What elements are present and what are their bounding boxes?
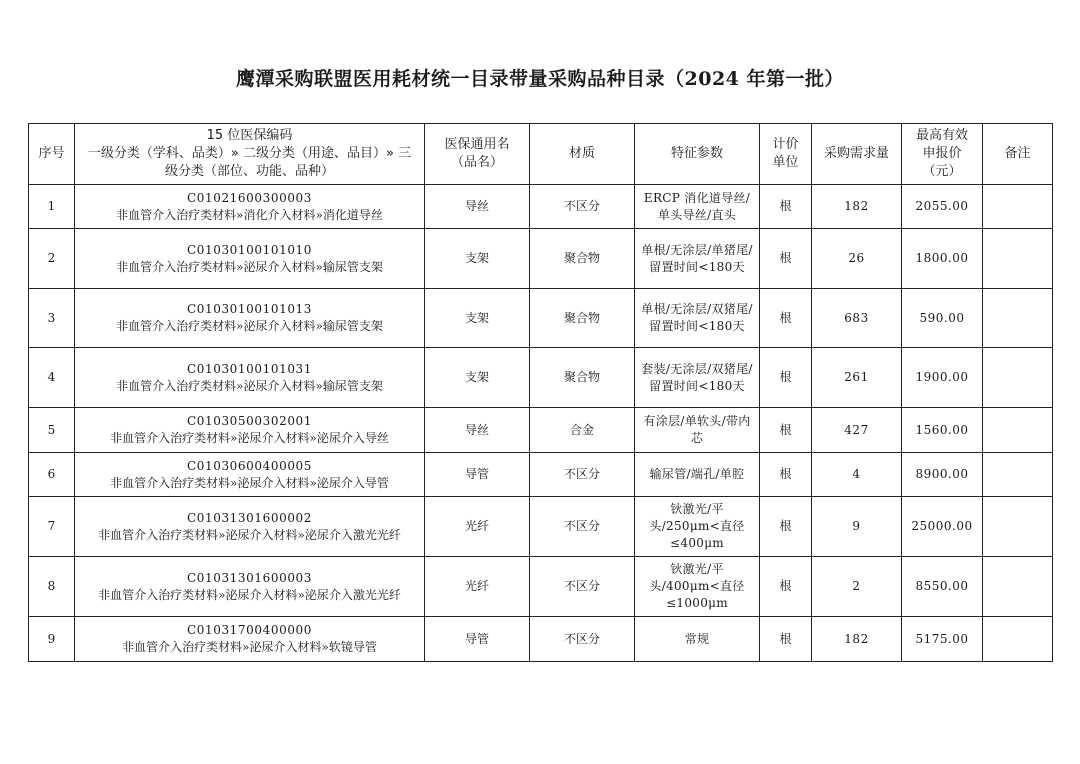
cell-max-price: 1560.00	[902, 408, 983, 453]
cell-unit: 根	[760, 497, 812, 557]
cell-demand: 427	[812, 408, 902, 453]
cell-unit: 根	[760, 348, 812, 408]
cell-index: 4	[29, 348, 75, 408]
cell-name: 光纤	[425, 557, 530, 617]
medical-insurance-code: C01030100101031	[186, 361, 313, 376]
cell-material: 不区分	[530, 185, 635, 229]
cell-demand: 9	[812, 497, 902, 557]
cell-demand: 182	[812, 185, 902, 229]
cell-index: 9	[29, 617, 75, 662]
cell-max-price: 25000.00	[902, 497, 983, 557]
header-code: 15 位医保编码 一级分类（学科、品类）» 二级分类（用途、品目）» 三 级分类（部位、功能、品种）	[75, 124, 425, 185]
cell-max-price: 2055.00	[902, 185, 983, 229]
cell-unit: 根	[760, 557, 812, 617]
cell-features: 输尿管/端孔/单腔	[635, 453, 760, 497]
category-path: 非血管介入治疗类材料»泌尿介入材料»泌尿介入激光光纤	[98, 527, 401, 542]
cell-remark	[983, 617, 1053, 662]
category-path: 非血管介入治疗类材料»泌尿介入材料»输尿管支架	[116, 378, 383, 393]
table-row	[29, 289, 1053, 348]
cell-code	[75, 185, 425, 229]
category-path: 非血管介入治疗类材料»泌尿介入材料»输尿管支架	[116, 319, 383, 333]
cell-name: 支架	[425, 348, 530, 408]
table-row	[29, 557, 1053, 617]
cell-max-price: 590.00	[902, 289, 983, 348]
cell-max-price: 1900.00	[902, 348, 983, 408]
medical-insurance-code: C01030600400005	[186, 458, 313, 473]
table-row	[29, 408, 1053, 453]
cell-demand: 683	[812, 289, 902, 348]
cell-code	[75, 408, 425, 453]
medical-insurance-code: C01021600300003	[186, 190, 313, 205]
cell-name: 导管	[425, 617, 530, 662]
cell-material: 不区分	[530, 557, 635, 617]
cell-features: 钬激光/平头/250μm<直径≤400μm	[635, 497, 760, 557]
table-row	[29, 617, 1053, 662]
medical-insurance-code: C01030100101010	[186, 242, 313, 257]
cell-unit: 根	[760, 453, 812, 497]
cell-features: 单根/无涂层/双猪尾/留置时间<180天	[635, 289, 760, 348]
header-demand: 采购需求量	[812, 124, 902, 185]
cell-material: 聚合物	[530, 348, 635, 408]
medical-insurance-code: C01030100101013	[186, 302, 313, 316]
cell-name: 支架	[425, 229, 530, 289]
cell-material: 不区分	[530, 497, 635, 557]
cell-unit: 根	[760, 289, 812, 348]
cell-index: 5	[29, 408, 75, 453]
cell-code	[75, 557, 425, 617]
medical-insurance-code: C01030500302001	[186, 414, 313, 428]
header-unit: 计价 单位	[760, 124, 812, 185]
cell-features: ERCP 消化道导丝/单头导丝/直头	[635, 185, 760, 229]
cell-code	[75, 229, 425, 289]
cell-name: 导丝	[425, 408, 530, 453]
cell-remark	[983, 185, 1053, 229]
header-material: 材质	[530, 124, 635, 185]
cell-features: 有涂层/单软头/带内芯	[635, 408, 760, 453]
cell-index: 8	[29, 557, 75, 617]
cell-max-price: 8900.00	[902, 453, 983, 497]
cell-index: 6	[29, 453, 75, 497]
medical-insurance-code: C01031700400000	[186, 623, 313, 637]
cell-demand: 261	[812, 348, 902, 408]
cell-remark	[983, 229, 1053, 289]
category-path: 非血管介入治疗类材料»泌尿介入材料»泌尿介入激光光纤	[98, 587, 401, 602]
cell-remark	[983, 408, 1053, 453]
cell-material: 不区分	[530, 617, 635, 662]
cell-name: 导丝	[425, 185, 530, 229]
cell-code	[75, 453, 425, 497]
cell-code	[75, 289, 425, 348]
table-header-row	[29, 124, 1053, 185]
header-features: 特征参数	[635, 124, 760, 185]
cell-remark	[983, 289, 1053, 348]
cell-material: 合金	[530, 408, 635, 453]
table-row	[29, 348, 1053, 408]
medical-insurance-code: C01031301600002	[186, 510, 313, 525]
cell-unit: 根	[760, 229, 812, 289]
category-path: 非血管介入治疗类材料»泌尿介入材料»输尿管支架	[116, 259, 383, 274]
cell-demand: 2	[812, 557, 902, 617]
cell-name: 支架	[425, 289, 530, 348]
cell-max-price: 5175.00	[902, 617, 983, 662]
cell-index: 1	[29, 185, 75, 229]
cell-max-price: 8550.00	[902, 557, 983, 617]
table-row	[29, 453, 1053, 497]
cell-remark	[983, 497, 1053, 557]
cell-features: 单根/无涂层/单猪尾/留置时间<180天	[635, 229, 760, 289]
cell-demand: 26	[812, 229, 902, 289]
table-row	[29, 229, 1053, 289]
category-path: 非血管介入治疗类材料»泌尿介入材料»泌尿介入导管	[110, 475, 389, 490]
cell-unit: 根	[760, 408, 812, 453]
cell-name: 导管	[425, 453, 530, 497]
cell-code	[75, 617, 425, 662]
category-path: 非血管介入治疗类材料»泌尿介入材料»泌尿介入导丝	[110, 431, 389, 445]
table-row	[29, 185, 1053, 229]
header-name: 医保通用名 （品名）	[425, 124, 530, 185]
cell-unit: 根	[760, 617, 812, 662]
cell-demand: 4	[812, 453, 902, 497]
header-index: 序号	[29, 124, 75, 185]
document-title: 鹰潭采购联盟医用耗材统一目录带量采购品种目录（2024 年第一批）	[236, 68, 844, 90]
cell-remark	[983, 453, 1053, 497]
cell-features: 常规	[635, 617, 760, 662]
cell-code	[75, 348, 425, 408]
cell-remark	[983, 557, 1053, 617]
header-remark: 备注	[983, 124, 1053, 185]
cell-code	[75, 497, 425, 557]
cell-max-price: 1800.00	[902, 229, 983, 289]
cell-material: 不区分	[530, 453, 635, 497]
cell-material: 聚合物	[530, 289, 635, 348]
header-max-price: 最高有效 申报价 （元）	[902, 124, 983, 185]
cell-index: 7	[29, 497, 75, 557]
category-path: 非血管介入治疗类材料»消化介入材料»消化道导丝	[116, 207, 383, 222]
cell-remark	[983, 348, 1053, 408]
cell-index: 2	[29, 229, 75, 289]
cell-demand: 182	[812, 617, 902, 662]
cell-features: 钬激光/平头/400μm<直径≤1000μm	[635, 557, 760, 617]
catalog-table	[28, 123, 1053, 662]
table-row	[29, 497, 1053, 557]
category-path: 非血管介入治疗类材料»泌尿介入材料»软镜导管	[122, 640, 377, 654]
cell-material: 聚合物	[530, 229, 635, 289]
medical-insurance-code: C01031301600003	[186, 570, 313, 585]
cell-name: 光纤	[425, 497, 530, 557]
cell-index: 3	[29, 289, 75, 348]
cell-features: 套装/无涂层/双猪尾/留置时间<180天	[635, 348, 760, 408]
cell-unit: 根	[760, 185, 812, 229]
